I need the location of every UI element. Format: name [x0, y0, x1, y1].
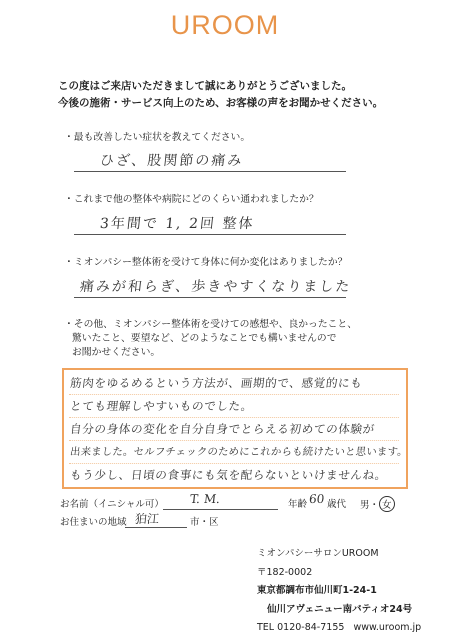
question-2-underline	[74, 234, 346, 235]
question-2-label: ・これまで他の整体や病院にどのくらい通われましたか？	[64, 194, 319, 205]
comment-prompt-line-1: ・その他、ミオンパシー整体術を受けての感想や、良かったこと、	[64, 319, 358, 330]
salon-tel: TEL 0120-84-7155	[257, 622, 345, 633]
comment-line-2: とても理解しやすいものでした。	[69, 395, 401, 418]
salon-postal: 〒182-0002	[257, 566, 313, 578]
comment-prompt-line-2: 驚いたこと、要望など、どのようなことでも構いませんので	[72, 333, 337, 344]
salon-web[interactable]: www.uroom.jp	[353, 622, 422, 633]
comment-line-1: 筋肉をゆるめるという方法が、画期的で、感覚的にも	[69, 372, 401, 395]
area-label: お住まいの地域	[60, 517, 127, 528]
question-3-label: ・ミオンパシー整体術を受けて身体に何か変化はありましたか？	[64, 257, 348, 268]
comment-line-4: 出来ました。セルフチェックのためにこれからも続けたいと思います。	[69, 441, 401, 464]
name-value: T. M.	[189, 492, 221, 506]
area-underline	[125, 527, 187, 528]
salon-address-1: 東京都調布市仙川町1-24-1	[257, 585, 377, 596]
question-2-answer: 3年間で 1, 2回 整体	[99, 216, 256, 232]
name-label: お名前（イニシャル可）	[60, 499, 164, 510]
age-label: 年齢	[288, 499, 308, 510]
question-3-underline	[74, 297, 346, 298]
salon-address-2: 仙川アヴェニュー南バティオ24号	[267, 603, 413, 615]
gender-female-circled: 女	[379, 496, 395, 512]
comment-prompt-line-3: お聞かせください。	[72, 347, 161, 358]
comment-box	[62, 368, 408, 489]
intro-line-1: この度はご来店いただきまして誠にありがとうございました。	[58, 80, 352, 92]
salon-footer	[257, 545, 421, 638]
comment-prompt	[64, 318, 357, 360]
gender-separator: ・	[369, 500, 380, 511]
gender-options	[360, 496, 395, 512]
age-suffix: 歳代	[327, 499, 347, 510]
comment-line-3: 自分の身体の変化を自分自身でとらえる初めての体験が	[69, 418, 401, 441]
salon-name: ミオンパシーサロンUROOM	[257, 548, 379, 559]
question-1-label: ・最も改善したい症状を教えてください。	[64, 132, 251, 143]
gender-male: 男	[360, 500, 370, 511]
area-value: 狛江	[134, 512, 160, 526]
age-value: 60	[308, 492, 326, 506]
uroom-logo: UROOM	[170, 10, 280, 40]
intro-line-2: 今後の施術・サービス向上のため、お客様の声をお聞かせください。	[58, 97, 384, 109]
comment-line-5: もう少し、日頃の食事にも気を配らないといけませんね。	[69, 468, 388, 482]
area-suffix: 市・区	[190, 517, 219, 528]
question-1-underline	[74, 171, 346, 172]
question-3-answer: 痛みが和らぎ、歩きやすくなりました	[79, 279, 353, 295]
intro-text	[58, 78, 383, 112]
name-underline	[163, 509, 278, 510]
question-1-answer: ひざ、股関節の痛み	[99, 153, 245, 169]
